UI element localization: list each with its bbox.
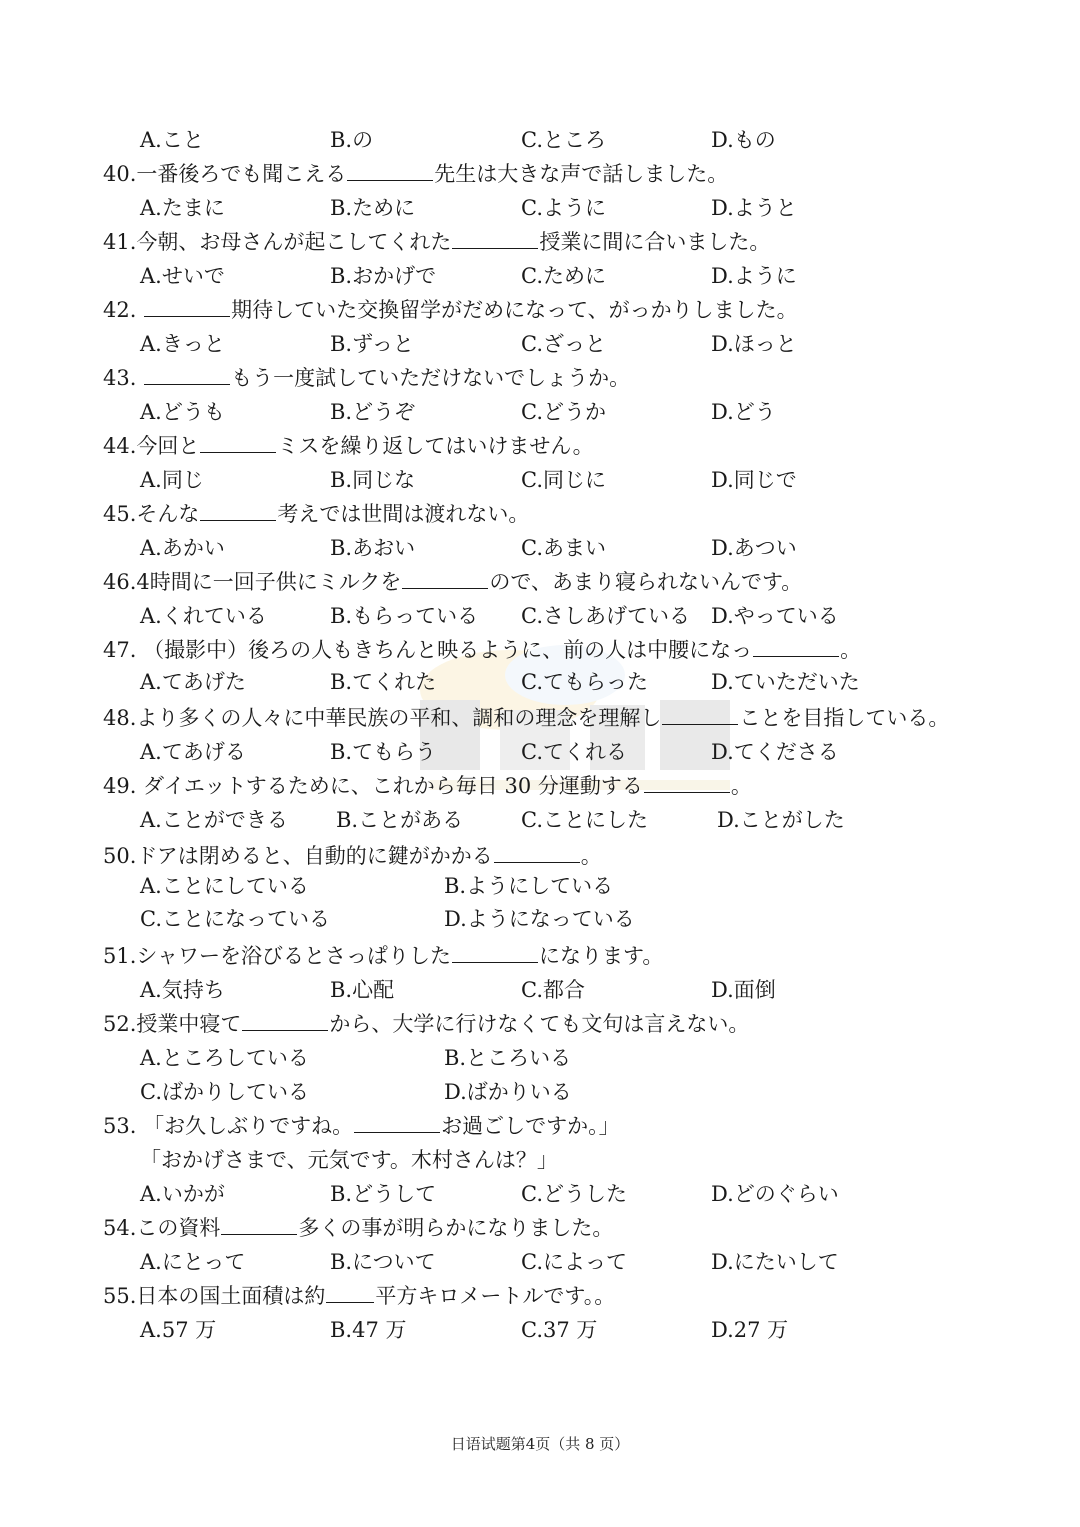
q45-option-c: C.あまい [521, 536, 606, 560]
question-text-before: この資料 [136, 1216, 221, 1240]
q53-option-a: A.いかが [140, 1182, 225, 1206]
question-number: 46. [103, 570, 137, 594]
q55-option-c: C.37 万 [521, 1318, 598, 1342]
answer-blank [144, 364, 230, 385]
question-text-after: 平方キロメートルです。。 [375, 1284, 616, 1308]
question-text-before: シャワーを浴びるとさっぱりした [136, 944, 451, 968]
q51-option-a: A.気持ち [140, 978, 225, 1002]
question-text-after: 。 [840, 638, 862, 662]
q52-option-a: A.ところしている [140, 1046, 309, 1070]
q50-option-d: D.ようになっている [444, 907, 635, 931]
question-50 [103, 842, 602, 870]
question-53-reply: 「おかげさまで、元気です。木村さんは？」 [140, 1148, 558, 1172]
question-49 [103, 772, 752, 800]
question-46 [103, 568, 802, 596]
question-44 [103, 432, 594, 460]
q52-option-d: D.ばかりいる [444, 1080, 572, 1104]
question-43 [103, 364, 630, 392]
q44-option-d: D.同じで [711, 468, 797, 492]
q53-option-c: C.どうした [521, 1182, 627, 1206]
answer-blank [753, 636, 839, 657]
question-text-after: もう一度試していただけないでしょうか。 [231, 366, 631, 390]
question-41 [103, 228, 770, 256]
q54-option-c: C.によって [521, 1250, 627, 1274]
question-text-before: 今回と [136, 434, 200, 458]
answer-blank [200, 432, 276, 453]
answer-blank [452, 942, 538, 963]
q43-option-a: A.どうも [140, 400, 225, 424]
question-47 [103, 636, 861, 664]
question-number: 50. [103, 844, 137, 868]
q42-option-c: C.ざっと [521, 332, 606, 356]
q45-option-d: D.あつい [711, 536, 797, 560]
question-number: 49. [103, 774, 137, 798]
q47-option-d: D.ていただいた [711, 670, 860, 694]
question-number: 44. [103, 434, 137, 458]
question-text-after: 期待していた交換留学がだめになって、がっかりしました。 [231, 298, 798, 322]
q54-option-a: A.にとって [140, 1250, 246, 1274]
question-text-after: 授業に間に合いました。 [539, 230, 771, 254]
question-text-after: ので、あまり寝られないんです。 [489, 570, 803, 594]
q48-option-c: C.てくれる [521, 740, 627, 764]
answer-blank [402, 568, 488, 589]
answer-blank [326, 1282, 374, 1303]
q52-option-c: C.ばかりしている [140, 1080, 309, 1104]
question-number: 42. [103, 298, 137, 322]
question-text-after: ことを目指している。 [739, 706, 950, 730]
q42-option-b: B.ずっと [330, 332, 414, 356]
question-number: 45. [103, 502, 137, 526]
q45-option-a: A.あかい [140, 536, 225, 560]
q46-option-a: A.くれている [140, 604, 267, 628]
question-text-after: 。 [730, 774, 752, 798]
question-52 [103, 1010, 749, 1038]
question-text-before: （撮影中）後ろの人もきちんと映るように、前の人は中腰になっ [143, 638, 753, 662]
q51-option-c: C.都合 [521, 978, 585, 1002]
question-number: 43. [103, 366, 137, 390]
q39-option-b: B.の [330, 128, 374, 152]
question-40 [103, 160, 728, 188]
answer-blank [144, 296, 230, 317]
q49-option-d: D.ことがした [717, 808, 845, 832]
q41-option-d: D.ように [711, 264, 797, 288]
q50-option-b: B.ようにしている [444, 874, 614, 898]
q53-option-d: D.どのぐらい [711, 1182, 839, 1206]
q40-option-a: A.たまに [140, 196, 225, 220]
question-55 [103, 1282, 615, 1310]
answer-blank [644, 772, 730, 793]
question-text-before: ドアは閉めると、自動的に鍵がかかる [136, 844, 493, 868]
q49-option-a: A.ことができる [140, 808, 288, 832]
q39-option-a: A.こと [140, 128, 204, 152]
q44-option-a: A.同じ [140, 468, 204, 492]
question-text-after: 先生は大きな声で話しました。 [434, 162, 729, 186]
q50-option-a: A.ことにしている [140, 874, 309, 898]
question-text-after: お過ごしですか。」 [441, 1114, 620, 1138]
question-45 [103, 500, 529, 528]
q41-option-a: A.せいで [140, 264, 225, 288]
q48-option-d: D.てくださる [711, 740, 839, 764]
question-number: 51. [103, 944, 137, 968]
question-text-before: 4時間に一回子供にミルクを [136, 570, 402, 594]
question-text-after: から、大学に行けなくても文句は言えない。 [329, 1012, 750, 1036]
q44-option-b: B.同じな [330, 468, 416, 492]
q43-option-c: C.どうか [521, 400, 606, 424]
q41-option-c: C.ために [521, 264, 606, 288]
question-text-after: 。 [580, 844, 602, 868]
question-54 [103, 1214, 613, 1242]
q55-option-a: A.57 万 [140, 1318, 217, 1342]
question-text-before: ダイエットするために、これから毎日 30 分運動する [143, 774, 643, 798]
answer-blank [452, 228, 538, 249]
q47-option-c: C.てもらった [521, 670, 648, 694]
q54-option-b: B.について [330, 1250, 436, 1274]
q43-option-b: B.どうぞ [330, 400, 416, 424]
q43-option-d: D.どう [711, 400, 776, 424]
question-53 [103, 1112, 620, 1140]
q42-option-a: A.きっと [140, 332, 225, 356]
q47-option-a: A.てあげた [140, 670, 246, 694]
q39-option-c: C.ところ [521, 128, 606, 152]
question-text-before: より多くの人々に中華民族の平和、調和の理念を理解し [136, 706, 662, 730]
question-text-after: 多くの事が明らかになりました。 [298, 1216, 614, 1240]
answer-blank [347, 160, 433, 181]
q50-option-c: C.ことになっている [140, 907, 330, 931]
q40-option-b: B.ために [330, 196, 416, 220]
q54-option-d: D.にたいして [711, 1250, 839, 1274]
q47-option-b: B.てくれた [330, 670, 437, 694]
q55-option-b: B.47 万 [330, 1318, 407, 1342]
question-number: 53. [103, 1114, 137, 1138]
q39-option-d: D.もの [711, 128, 776, 152]
question-51 [103, 942, 663, 970]
question-text-before: 「お久しぶりですね。 [143, 1114, 354, 1138]
question-text-before: 授業中寝て [136, 1012, 242, 1036]
q51-option-b: B.心配 [330, 978, 395, 1002]
q40-option-c: C.ように [521, 196, 606, 220]
q40-option-d: D.ようと [711, 196, 797, 220]
answer-blank [662, 704, 738, 725]
answer-blank [354, 1112, 440, 1133]
q49-option-b: B.ことがある [336, 808, 464, 832]
question-text-before: 一番後ろでも聞こえる [136, 162, 347, 186]
q46-option-b: B.もらっている [330, 604, 479, 628]
question-number: 55. [103, 1284, 137, 1308]
answer-blank [200, 500, 276, 521]
q42-option-d: D.ほっと [711, 332, 797, 356]
q49-option-c: C.ことにした [521, 808, 648, 832]
question-text-after: になります。 [539, 944, 664, 968]
question-number: 52. [103, 1012, 137, 1036]
question-text-after: ミスを繰り返してはいけません。 [277, 434, 594, 458]
answer-blank [494, 842, 580, 863]
q48-option-a: A.てあげる [140, 740, 246, 764]
question-text-after: 考えでは世間は渡れない。 [277, 502, 530, 526]
page-footer: 日语试题第4页（共 8 页） [450, 1435, 630, 1453]
question-42 [103, 296, 798, 324]
question-number: 41. [103, 230, 137, 254]
q44-option-c: C.同じに [521, 468, 606, 492]
answer-blank [242, 1010, 328, 1031]
answer-blank [221, 1214, 297, 1235]
q45-option-b: B.あおい [330, 536, 416, 560]
question-number: 47. [103, 638, 137, 662]
question-number: 48. [103, 706, 137, 730]
q46-option-d: D.やっている [711, 604, 839, 628]
q52-option-b: B.ところいる [444, 1046, 572, 1070]
q51-option-d: D.面倒 [711, 978, 776, 1002]
question-number: 54. [103, 1216, 137, 1240]
question-number: 40. [103, 162, 137, 186]
question-48 [103, 704, 949, 732]
q48-option-b: B.てもらう [330, 740, 437, 764]
q41-option-b: B.おかげで [330, 264, 437, 288]
question-text-before: 今朝、お母さんが起こしてくれた [136, 230, 452, 254]
q55-option-d: D.27 万 [711, 1318, 789, 1342]
question-text-before: 日本の国土面積は約 [136, 1284, 326, 1308]
q53-option-b: B.どうして [330, 1182, 437, 1206]
question-text-before: そんな [136, 502, 200, 526]
q46-option-c: C.さしあげている [521, 604, 690, 628]
